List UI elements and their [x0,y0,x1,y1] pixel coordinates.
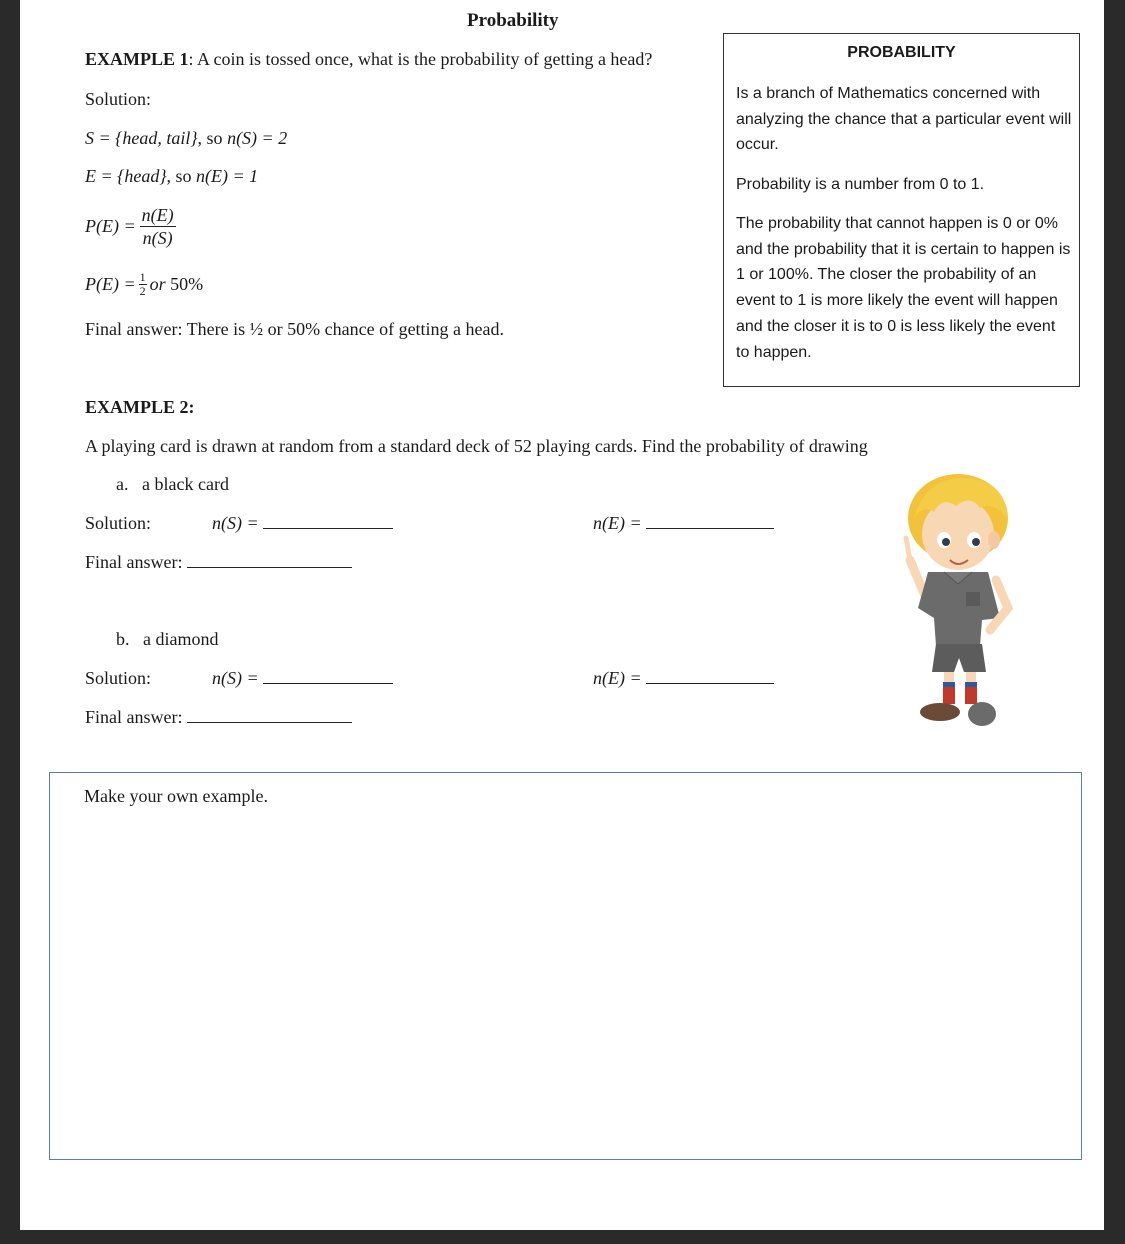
event-so: , so [166,166,192,186]
example1-final-answer: Final answer: There is ½ or 50% chance of getting a head. [85,319,505,339]
own-example-prompt: Make your own example. [84,786,268,806]
result-percent: 50% [170,274,204,294]
part-a-ns-blank[interactable] [263,514,393,529]
formula-numerator: n(E) [141,205,174,225]
part-a-final-answer-label: Final answer: [85,552,183,572]
part-a-final-answer-blank[interactable] [187,553,352,568]
definition-paragraph-3: The probability that cannot happen is 0 or 0% and the probability that it is certain to happen is 1 or 100%. The closer the probability of an event to 1 is more likely the event will happen and the closer it is to 0 is less likely the event to happen. [736,215,1071,361]
sample-space-count: n(S) = 2 [227,128,288,148]
part-a-final-answer [85,552,352,573]
sample-space-so: , so [197,128,223,148]
example2-part-a [116,474,229,495]
part-a-ns [212,513,393,534]
part-b-solution-label: Solution: [85,668,152,688]
result-numerator: 1 [139,270,146,284]
definition-paragraph-2: Probability is a number from 0 to 1. [736,176,985,193]
result-fraction [139,271,147,298]
probability-definition-box [723,33,1080,387]
part-a-marker: a. [116,474,129,494]
part-b-final-answer-blank[interactable] [187,708,352,723]
result-or: or [149,274,166,294]
part-b-ne [593,668,774,689]
example1-formula [85,204,180,249]
part-b-marker: b. [116,629,130,649]
example1-solution-label: Solution: [85,89,152,109]
example2-question: A playing card is drawn at random from a standard deck of 52 playing cards. Find the probability of drawing [85,436,868,456]
formula-denominator: n(S) [142,228,173,248]
part-a-ns-label: n(S) = [212,513,259,533]
sample-space-set: S = {head, tail} [85,128,198,148]
formula-lhs: P(E) = [85,216,136,236]
own-example-box[interactable] [49,772,1082,1160]
example2-label: EXAMPLE 2: [85,397,195,417]
event-set: E = {head} [85,166,167,186]
part-b-ne-label: n(E) = [593,668,642,688]
part-b-final-answer-label: Final answer: [85,707,183,727]
part-a-solution-label: Solution: [85,513,152,533]
example1-question [85,49,652,70]
definition-paragraph-1: Is a branch of Mathematics concerned with analyzing the chance that a particular event will occur. [736,85,1072,154]
example1-result [85,271,203,298]
part-a-ne-label: n(E) = [593,513,642,533]
example2-part-b [116,629,218,650]
part-a-ne [593,513,774,534]
example1-sample-space [85,128,287,149]
event-count: n(E) = 1 [196,166,259,186]
part-b-ns-label: n(S) = [212,668,259,688]
page-title: Probability [467,10,559,31]
example1-event [85,166,258,187]
part-b-ns [212,668,393,689]
worksheet-page [20,0,1104,1230]
part-b-ns-blank[interactable] [263,669,393,684]
example1-label: EXAMPLE 1 [85,49,189,69]
boy-pointing-illustration [896,468,1016,738]
result-lhs: P(E) = [85,274,136,294]
part-b-ne-blank[interactable] [646,669,774,684]
formula-fraction [140,204,176,249]
part-b-text: a diamond [143,629,219,649]
part-a-text: a black card [142,474,229,494]
example1-question-text: : A coin is tossed once, what is the probability of getting a head? [188,49,653,69]
result-denominator: 2 [139,284,146,298]
part-b-final-answer [85,707,352,728]
part-a-ne-blank[interactable] [646,514,774,529]
definition-heading: PROBABILITY [847,44,956,61]
